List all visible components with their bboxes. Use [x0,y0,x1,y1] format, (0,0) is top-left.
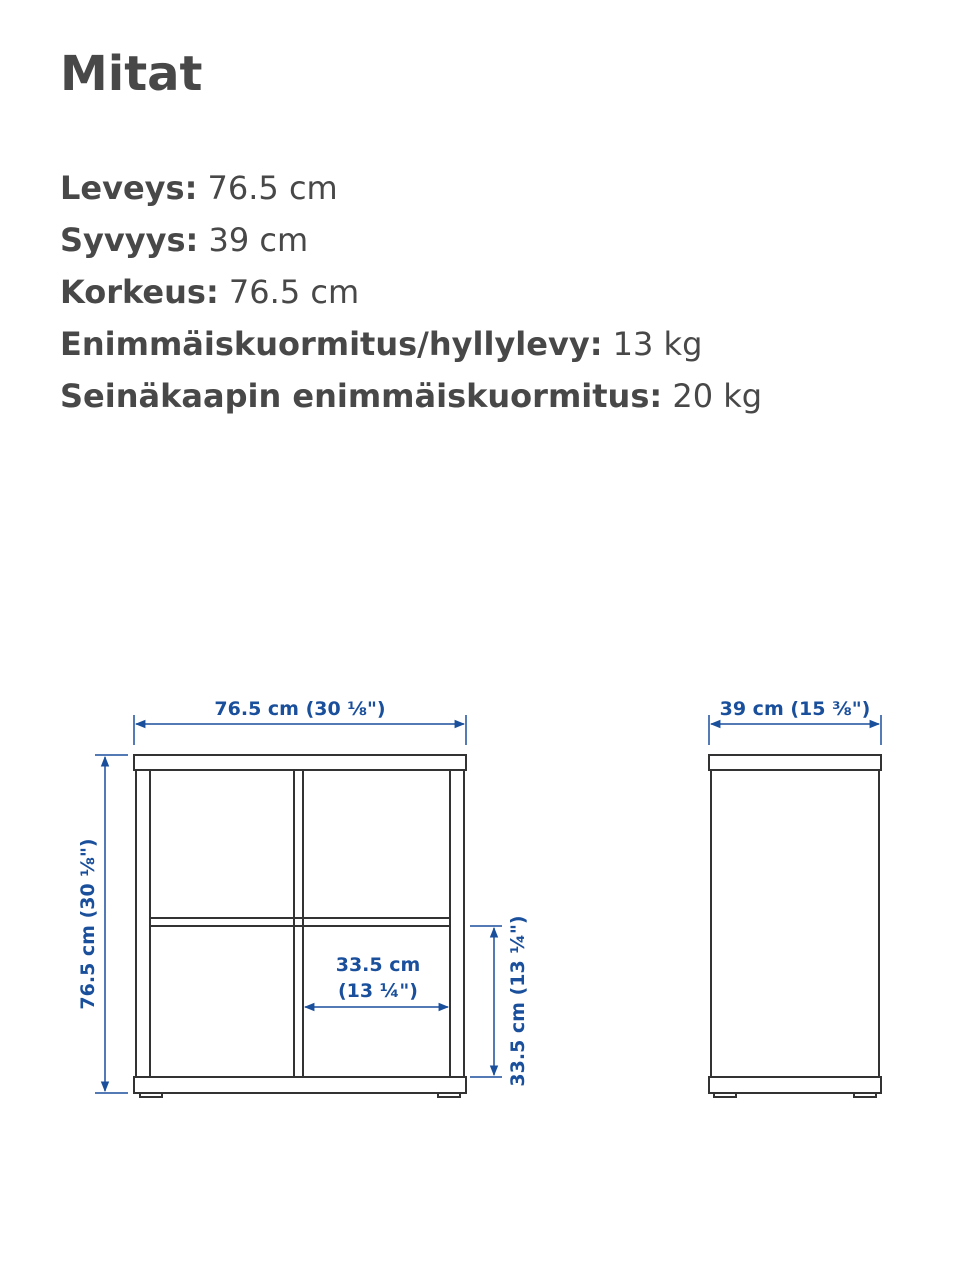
spec-label: Enimmäiskuormitus/hyllylevy: [60,325,603,363]
spec-label: Korkeus: [60,273,219,311]
front-height-label: 76.5 cm (30 ⅛") [77,838,99,1010]
compartment-width-label-line1: 33.5 cm [335,954,421,976]
spec-value: 20 kg [672,377,763,415]
front-top-panel [134,755,466,770]
compartment-height-label: 33.5 cm (13 ¼") [507,915,529,1087]
front-view-shelf [134,755,466,1097]
spec-label: Seinäkaapin enimmäiskuormitus: [60,377,663,415]
spec-label: Leveys: [60,169,198,207]
dimension-lines [95,715,881,1093]
side-foot-left [714,1093,736,1097]
page-title: Mitat [60,46,203,102]
side-panel [711,770,879,1077]
side-view-shelf [709,755,881,1097]
compartment-width-label-line2: (13 ¼") [338,980,418,1002]
front-bottom-panel [134,1077,466,1093]
front-width-label: 76.5 cm (30 ⅛") [214,698,386,720]
side-depth-label: 39 cm (15 ⅜") [719,698,871,720]
spec-value: 76.5 cm [228,273,360,311]
side-top-panel [709,755,881,770]
spec-value: 13 kg [612,325,703,363]
spec-value: 76.5 cm [207,169,338,207]
front-center-divider [294,770,303,1077]
front-left-side [136,770,150,1077]
front-middle-shelf [150,918,450,926]
spec-value: 39 cm [208,221,309,259]
front-foot-right [438,1093,460,1097]
side-bottom-panel [709,1077,881,1093]
front-right-side [450,770,464,1077]
front-foot-left [140,1093,162,1097]
spec-label: Syvyys: [60,221,199,259]
side-foot-right [854,1093,876,1097]
